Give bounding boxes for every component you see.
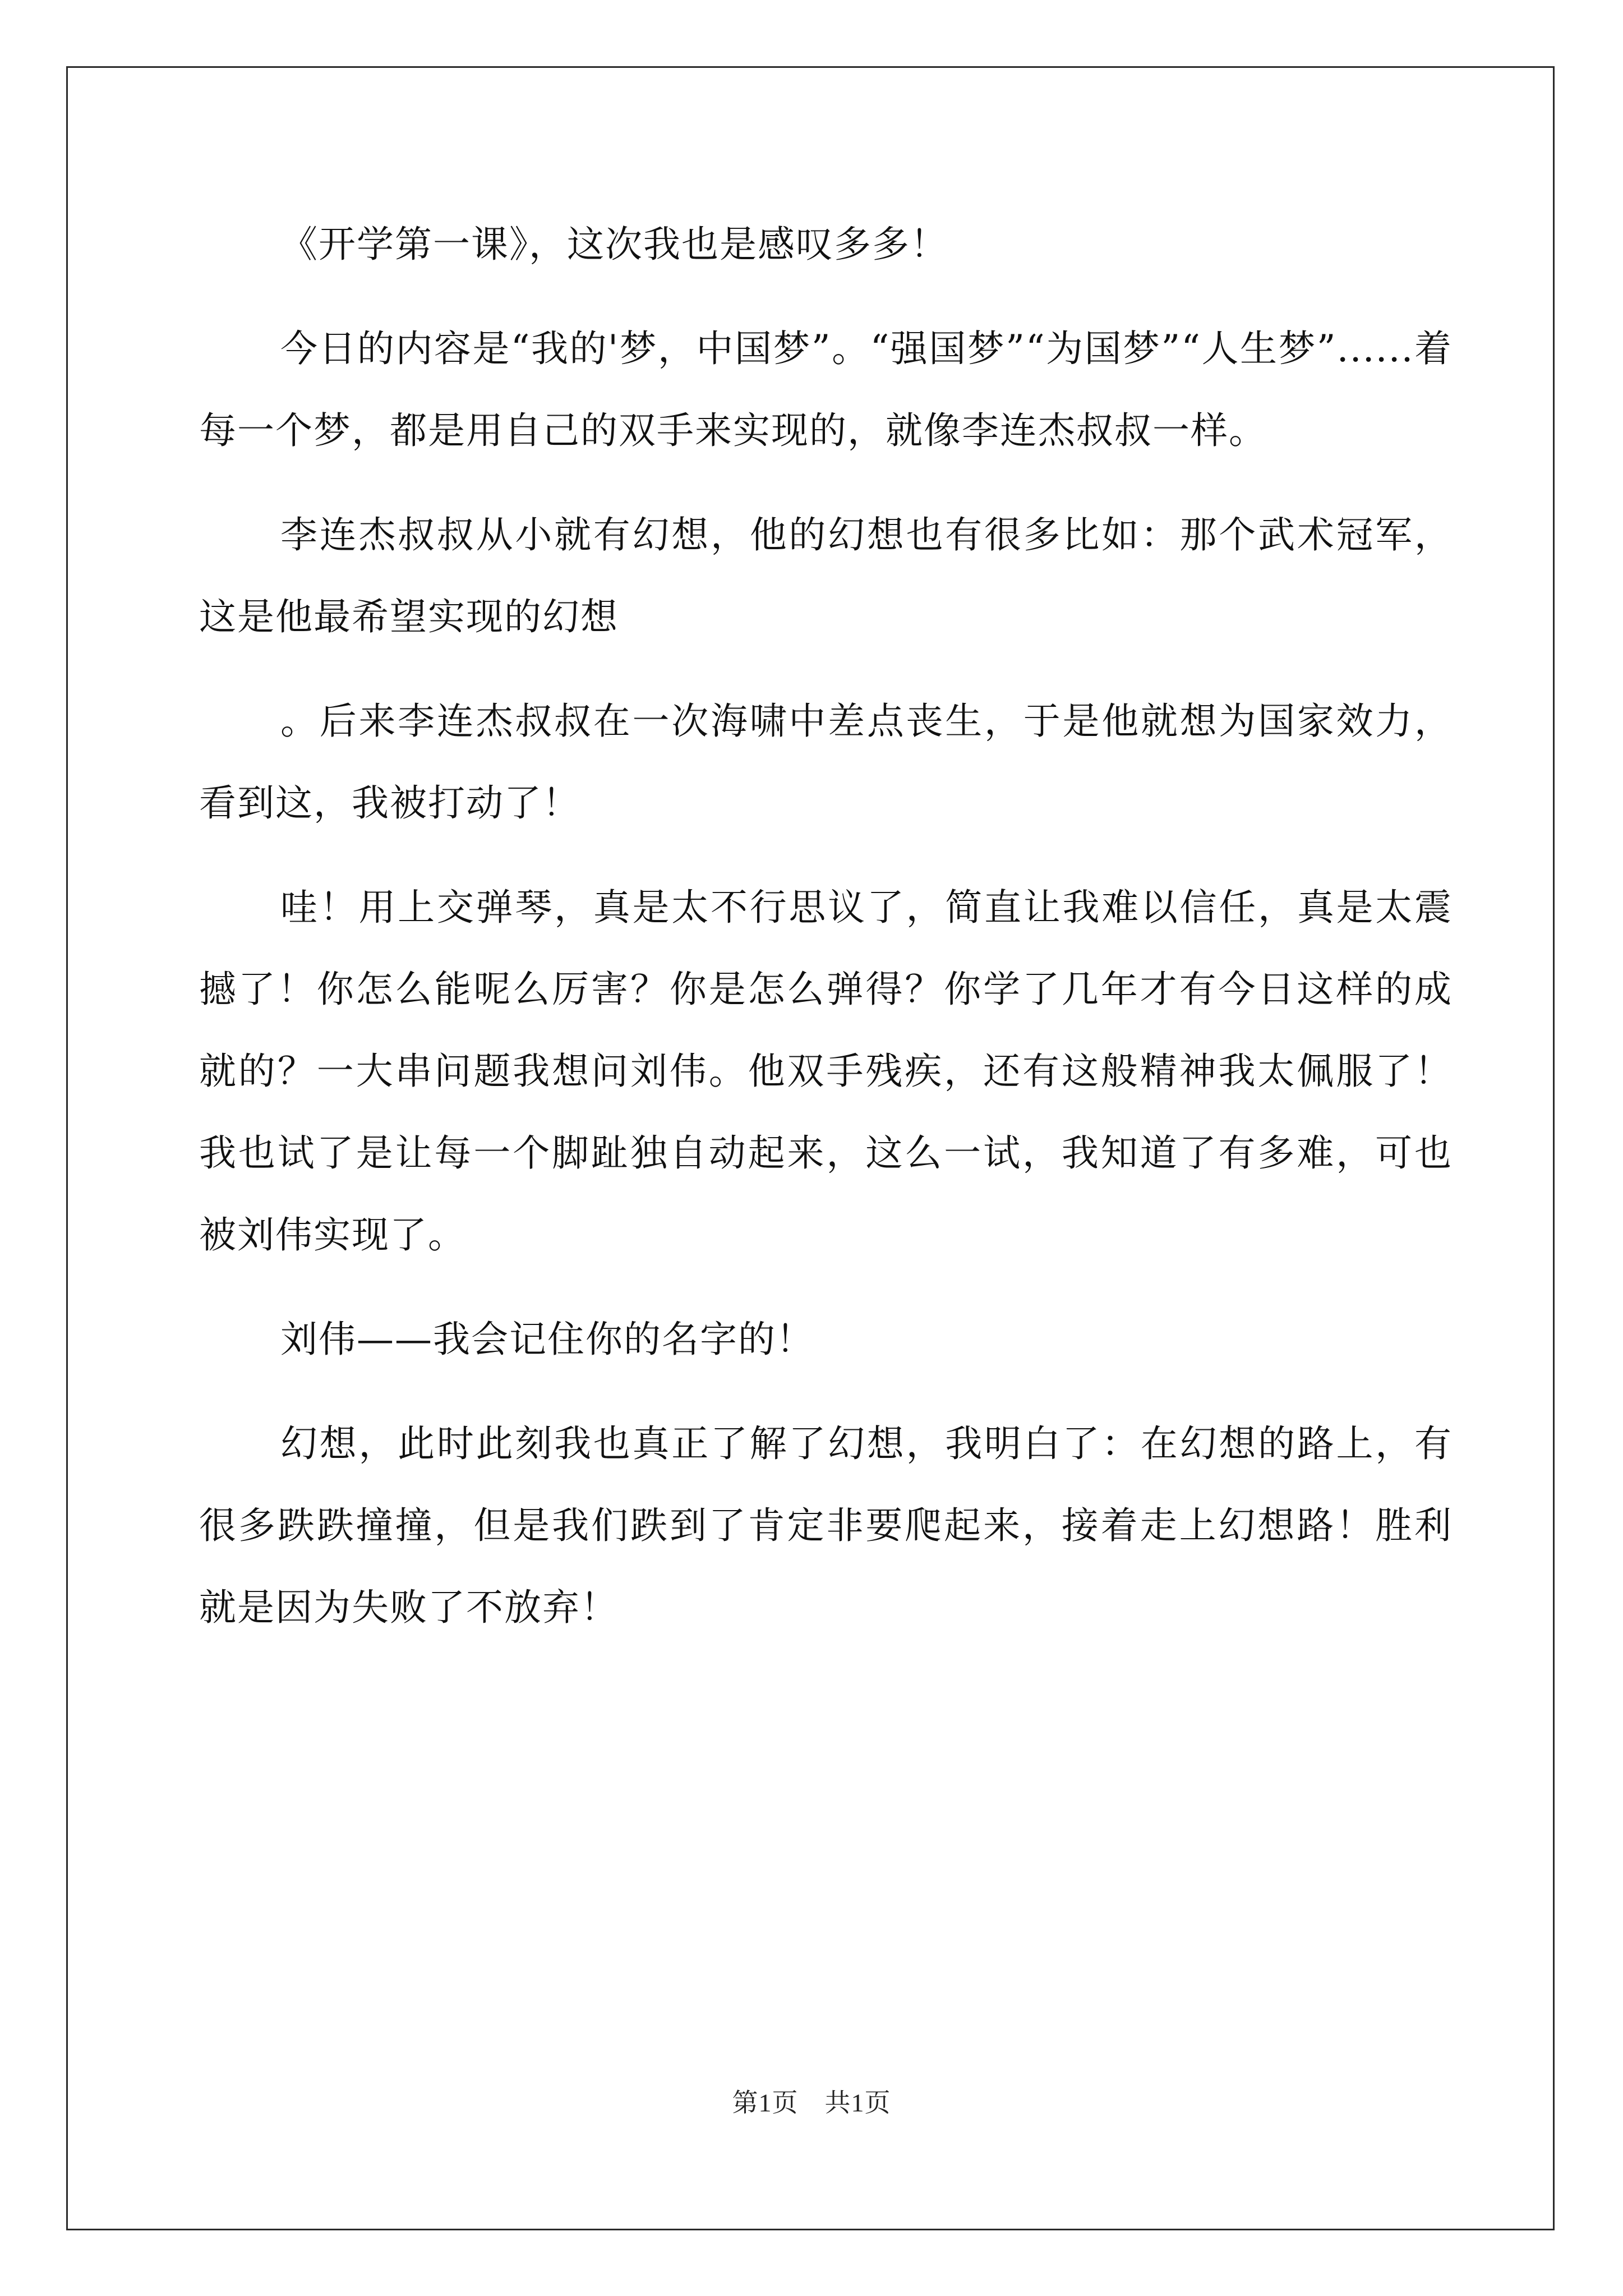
document-body bbox=[199, 204, 1453, 1671]
paragraph: 。后来李连杰叔叔在一次海啸中差点丧生，于是他就想为国家效力，看到这，我被打动了！ bbox=[199, 700, 1453, 825]
paragraph: 幻想，此时此刻我也真正了解了幻想，我明白了：在幻想的路上，有很多跌跌撞撞，但是我们跌到了肯定非要爬起来，接着走上幻想路！胜利就是因为失败了不放弃！ bbox=[199, 1422, 1453, 1629]
page-number-footer: 第1页 共1页 bbox=[732, 2088, 891, 2117]
paragraph: 李连杰叔叔从小就有幻想，他的幻想也有很多比如：那个武术冠军，这是他最希望实现的幻想 bbox=[199, 513, 1453, 638]
paragraph: 刘伟——我会记住你的名字的！ bbox=[280, 1318, 814, 1361]
paragraph: 今日的内容是“我的'梦，中国梦”。“强国梦”“为国梦”“人生梦”......着每一个梦，都是用自己的双手来实现的，就像李连杰叔叔一样。 bbox=[199, 327, 1453, 452]
paragraph: 哇！用上交弹琴，真是太不行思议了，简直让我难以信任，真是太震撼了！你怎么能呢么厉害？你是怎么弹得？你学了几年才有今日这样的成就的？一大串问题我想问刘伟。他双手残疾，还有这般精神我太佩服了！我也试了是让每一个脚趾独自动起来，这么一试，我知道了有多难，可也被刘伟实现了。 bbox=[199, 886, 1453, 1257]
paragraph: 《开学第一课》，这次我也是感叹多多！ bbox=[280, 223, 948, 266]
